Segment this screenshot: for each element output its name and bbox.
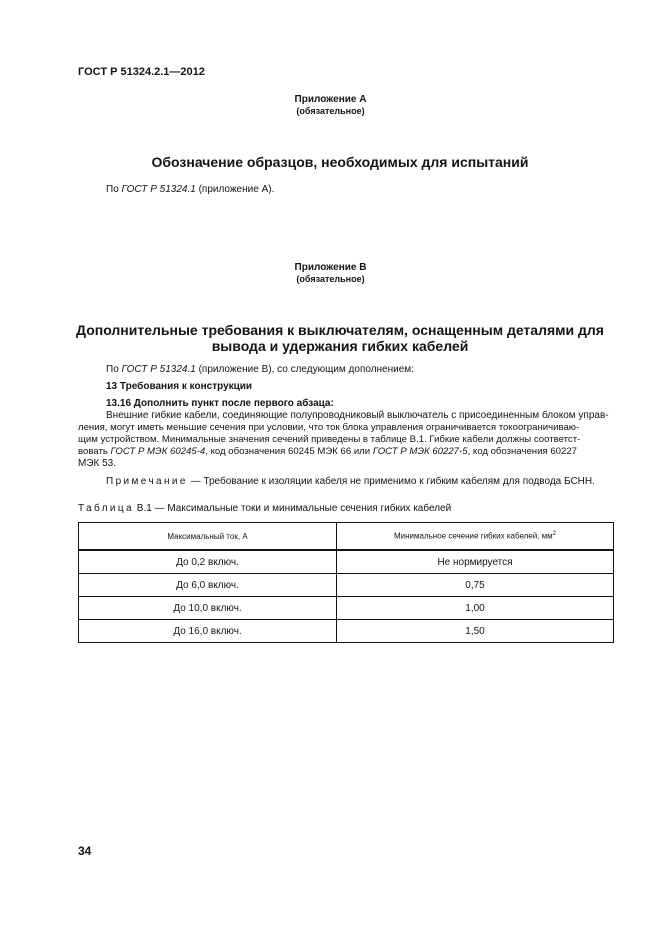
body-line-3: щим устройством. Минимальные значения сечений приведены в таблице В.1. Гибкие кабели должны соответст- xyxy=(78,434,581,445)
line4-part-b: , код обозначения 60245 МЭК 66 или xyxy=(205,446,373,457)
sections-table xyxy=(78,522,614,643)
appendix-b-heading-line-2: вывода и удержания гибких кабелей xyxy=(211,338,469,354)
table-row xyxy=(79,597,614,620)
cell-current: До 0,2 включ. xyxy=(79,550,337,574)
table-row xyxy=(79,550,614,574)
table-caption-label: Таблица xyxy=(78,503,135,514)
text-prefix: По xyxy=(106,184,122,195)
standard-code: ГОСТ Р 51324.2.1—2012 xyxy=(78,66,205,78)
standard-reference: ГОСТ Р 51324.1 xyxy=(121,184,196,195)
table-caption xyxy=(78,503,615,515)
body-line-1: Внешние гибкие кабели, соединяющие полупроводниковый выключатель с присоединенным блоком управ- xyxy=(106,410,609,421)
clause-13-heading: 13 Требования к конструкции xyxy=(106,381,253,392)
cell-current: До 10,0 включ. xyxy=(79,597,337,620)
appendix-b-heading-line-1: Дополнительные требования к выключателям, оснащенным деталями для xyxy=(76,322,604,338)
line4-part-a: вовать xyxy=(78,446,111,457)
body-line-2: ления, могут иметь меньшие сечения при условии, что ток блока управления ограничивается токоограничиваю- xyxy=(78,422,580,433)
note xyxy=(106,476,615,488)
note-text: — Требование к изоляции кабеля не применимо к гибким кабелям для подвода БСНН. xyxy=(187,476,595,487)
intro-prefix: По xyxy=(106,364,122,375)
table-row xyxy=(79,574,614,597)
body-line-4 xyxy=(78,446,615,458)
table-header-row xyxy=(79,523,614,551)
column-header-section-text: Минимальное сечение гибких кабелей, мм xyxy=(393,531,553,541)
body-line-5: МЭК 53. xyxy=(78,458,117,469)
appendix-a-text xyxy=(106,184,643,196)
cell-current: До 6,0 включ. xyxy=(79,574,337,597)
cell-section: 0,75 xyxy=(337,574,614,597)
clause-13-16-heading: 13.16 Дополнить пункт после первого абзаца: xyxy=(106,398,334,409)
appendix-b-intro xyxy=(106,364,643,376)
page-number: 34 xyxy=(78,844,92,858)
table-caption-text: В.1 — Максимальные токи и минимальные сечения гибких кабелей xyxy=(134,503,452,514)
cell-section: Не нормируется xyxy=(337,550,614,574)
intro-suffix: (приложение В), со следующим дополнением: xyxy=(195,364,414,375)
standard-reference: ГОСТ Р МЭК 60245-4 xyxy=(110,446,206,457)
appendix-a-title: Приложение А xyxy=(294,94,367,105)
appendix-a-heading: Обозначение образцов, необходимых для испытаний xyxy=(151,154,529,170)
appendix-a-status: (обязательное) xyxy=(296,106,365,116)
standard-reference: ГОСТ Р 51324.1 xyxy=(121,364,196,375)
cell-section: 1,00 xyxy=(337,597,614,620)
text-suffix: (приложение А). xyxy=(195,184,275,195)
column-header-current: Максимальный ток, А xyxy=(79,523,337,551)
superscript: 2 xyxy=(552,531,557,538)
line4-part-c: , код обозначения 60227 xyxy=(467,446,577,457)
column-header-section xyxy=(337,523,614,551)
note-label: Примечание xyxy=(106,476,188,487)
appendix-b-title: Приложение В xyxy=(294,262,367,273)
cell-current: До 16,0 включ. xyxy=(79,620,337,643)
standard-reference: ГОСТ Р МЭК 60227-5 xyxy=(372,446,468,457)
cell-section: 1,50 xyxy=(337,620,614,643)
table-row xyxy=(79,620,614,643)
appendix-b-status: (обязательное) xyxy=(296,274,365,284)
